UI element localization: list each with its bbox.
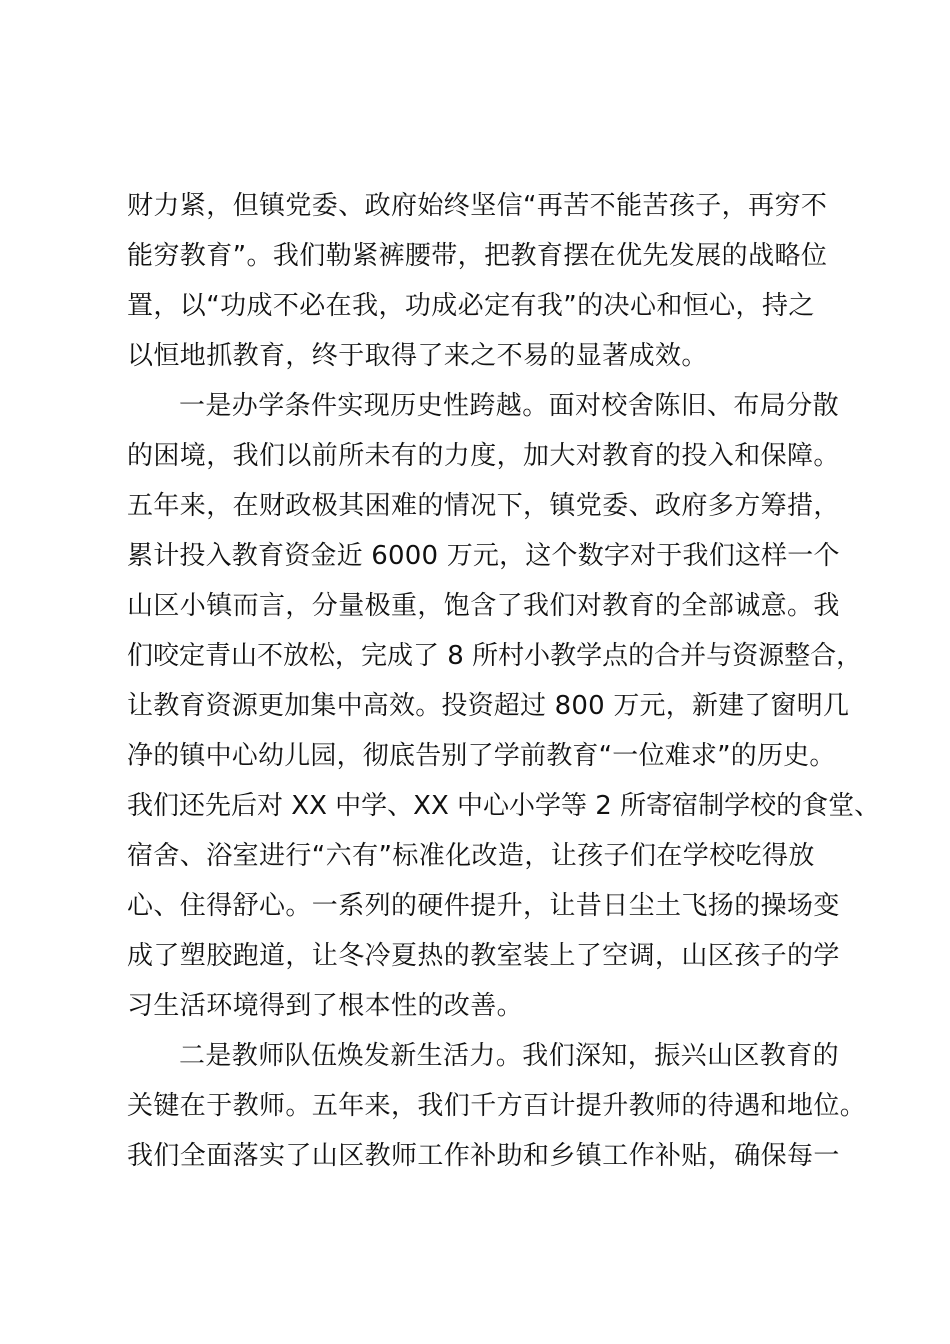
- paragraph-start-line: 一是办学条件实现历史性跨越。面对校舍陈旧、布局分散: [179, 391, 840, 421]
- text-line: 宿舍、浴室进行“六有”标准化改造，让孩子们在学校吃得放: [127, 841, 815, 871]
- paragraph-start-line: 二是教师队伍焕发新生活力。我们深知，振兴山区教育的: [179, 1041, 840, 1071]
- text-line: 财力紧，但镇党委、政府始终坚信“再苦不能苦孩子，再穷不: [127, 191, 828, 221]
- text-line: 的困境，我们以前所未有的力度，加大对教育的投入和保障。: [127, 441, 840, 471]
- document-body: [127, 181, 881, 1181]
- text-line: 心、住得舒心。一系列的硬件提升，让昔日尘土飞扬的操场变: [127, 891, 840, 921]
- text-line: 净的镇中心幼儿园，彻底告别了学前教育“一位难求”的历史。: [127, 741, 836, 771]
- text-line: 以恒地抓教育，终于取得了来之不易的显著成效。: [127, 341, 708, 371]
- text-line: 成了塑胶跑道，让冬冷夏热的教室装上了空调，山区孩子的学: [127, 941, 840, 971]
- text-line: 我们全面落实了山区教师工作补助和乡镇工作补贴，确保每一: [127, 1141, 840, 1171]
- text-line: 让教育资源更加集中高效。投资超过 800 万元，新建了窗明几: [127, 691, 850, 721]
- text-line: 五年来，在财政极其困难的情况下，镇党委、政府多方筹措，: [127, 491, 840, 521]
- text-line: 能穷教育”。我们勒紧裤腰带，把教育摆在优先发展的战略位: [127, 241, 828, 271]
- text-line: 累计投入教育资金近 6000 万元，这个数字对于我们这样一个: [127, 541, 840, 571]
- text-line: 习生活环境得到了根本性的改善。: [127, 991, 524, 1021]
- text-line: 置，以“功成不必在我，功成必定有我”的决心和恒心，持之: [127, 291, 815, 321]
- text-line: 关键在于教师。五年来，我们千方百计提升教师的待遇和地位。: [127, 1091, 867, 1121]
- text-line: 我们还先后对 XX 中学、XX 中心小学等 2 所寄宿制学校的食堂、: [127, 791, 881, 821]
- text-line: 山区小镇而言，分量极重，饱含了我们对教育的全部诚意。我: [127, 591, 840, 621]
- text-line: 们咬定青山不放松，完成了 8 所村小教学点的合并与资源整合，: [127, 641, 863, 671]
